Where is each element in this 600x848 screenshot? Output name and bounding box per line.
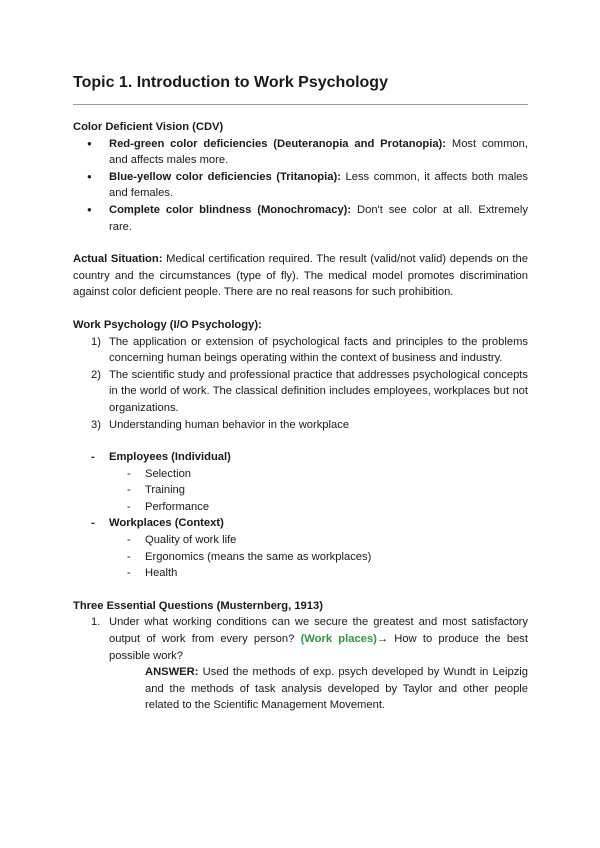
answer-text: Used the methods of exp. psych developed by Wundt in Leipzig and the methods of task analysis developed by Taylor and other people related to the Scientific Management Movement. bbox=[145, 666, 528, 712]
work-psychology-heading: Work Psychology (I/O Psychology): bbox=[73, 318, 262, 331]
subitem-label: Selection bbox=[145, 467, 192, 480]
group-subitem bbox=[109, 565, 528, 582]
group-label: Workplaces (Context) bbox=[109, 517, 224, 530]
group-label: Employees (Individual) bbox=[109, 451, 231, 464]
three-questions-heading: Three Essential Questions (Musternberg, 1913) bbox=[73, 599, 323, 612]
group-subitem bbox=[109, 532, 528, 549]
wp-item bbox=[91, 334, 528, 367]
wp-item-text: The scientific study and professional practice that addresses psychological concepts in the world of work. The classical definition includes employees, workplaces but not organizations. bbox=[109, 368, 528, 414]
wp-item bbox=[91, 417, 528, 434]
question-text: Under what working conditions can we secure the greatest and most satisfactory output of work from every person? bbox=[109, 616, 528, 646]
dash-marker: - bbox=[127, 484, 131, 497]
subitem-label: Quality of work life bbox=[145, 534, 237, 547]
dash-marker: - bbox=[91, 451, 95, 464]
cdv-item bbox=[109, 202, 528, 235]
question-text-after: → How to produce the best possible work? bbox=[109, 633, 528, 662]
wp-item-number: 2) bbox=[91, 368, 101, 381]
wp-item bbox=[91, 367, 528, 417]
group-subitem bbox=[109, 466, 528, 483]
actual-situation-text: Medical certification required. The result (valid/not valid) depends on the country and the circumstances (type of fly). The medical model promotes discrimination against color deficient people. There are no real reasons for such prohibition. bbox=[73, 253, 528, 299]
subitem-label: Performance bbox=[145, 500, 210, 513]
cdv-item-term: Red-green color deficiencies (Deuteranopia and Protanopia): bbox=[109, 137, 447, 150]
document-page bbox=[73, 72, 528, 714]
cdv-item-term: Blue-yellow color deficiencies (Tritanopia): bbox=[109, 170, 341, 183]
subitem-label: Health bbox=[145, 567, 178, 580]
subitem-label: Ergonomics (means the same as workplaces) bbox=[145, 550, 372, 563]
question-highlight: (Work places) bbox=[300, 633, 377, 646]
cdv-item bbox=[109, 169, 528, 202]
question-item bbox=[91, 614, 528, 664]
dash-marker: - bbox=[127, 550, 131, 563]
group-subitem bbox=[109, 482, 528, 499]
wp-item-number: 3) bbox=[91, 418, 101, 431]
dash-marker: - bbox=[127, 567, 131, 580]
cdv-item bbox=[109, 136, 528, 169]
group-subitem bbox=[109, 499, 528, 516]
dash-marker: - bbox=[91, 517, 95, 530]
wp-item-number: 1) bbox=[91, 335, 101, 348]
workplaces-group bbox=[73, 515, 528, 581]
group-heading bbox=[91, 515, 528, 532]
cdv-item-desc: Less common, it affects both males and females. bbox=[109, 170, 528, 200]
title-divider bbox=[73, 104, 528, 105]
answer-paragraph bbox=[73, 664, 528, 714]
cdv-item-desc: Don't see color at all. Extremely rare. bbox=[109, 203, 528, 233]
question-number: 1. bbox=[91, 616, 101, 629]
answer-label: ANSWER: bbox=[145, 666, 199, 679]
work-psychology-list bbox=[73, 334, 528, 434]
group-heading bbox=[91, 449, 528, 466]
wp-item-text: Understanding human behavior in the workplace bbox=[109, 418, 350, 431]
actual-situation-paragraph bbox=[73, 251, 528, 301]
dash-marker: - bbox=[127, 534, 131, 547]
dash-marker: - bbox=[127, 467, 131, 480]
cdv-list bbox=[73, 136, 528, 236]
three-questions-list bbox=[73, 614, 528, 664]
group-subitem bbox=[109, 549, 528, 566]
actual-situation-label: Actual Situation: bbox=[73, 253, 163, 266]
dash-marker: - bbox=[127, 500, 131, 513]
cdv-heading: Color Deficient Vision (CDV) bbox=[73, 121, 224, 133]
subitem-label: Training bbox=[145, 484, 186, 497]
page-title: Topic 1. Introduction to Work Psychology bbox=[73, 74, 388, 91]
cdv-item-term: Complete color blindness (Monochromacy): bbox=[109, 203, 352, 216]
employees-group bbox=[73, 449, 528, 515]
cdv-item-desc: Most common, and affects males more. bbox=[109, 137, 528, 167]
wp-item-text: The application or extension of psychological facts and principles to the problems concerning human beings operating within the context of business and industry. bbox=[109, 335, 528, 365]
